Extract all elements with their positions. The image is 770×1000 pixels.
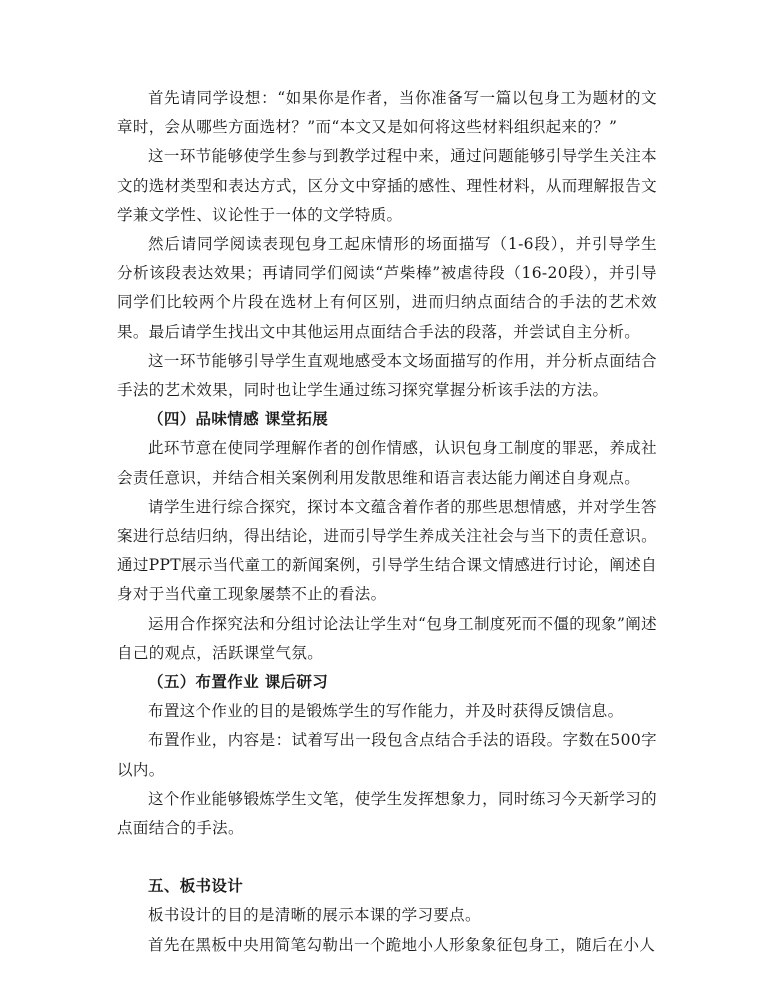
paragraph: 运用合作探究法和分组讨论法让学生对“包身工制度死而不僵的现象”阐述自己的观点，活跃课堂气氛。 bbox=[117, 614, 657, 662]
paragraph: 布置这个作业的目的是锻炼学生的写作能力，并及时获得反馈信息。 bbox=[148, 702, 624, 721]
document-body bbox=[117, 84, 657, 960]
section-heading: （四）品味情感 课堂拓展 bbox=[148, 410, 329, 429]
paragraph: 请学生进行综合探究，探讨本文蕴含着作者的那些思想情感，并对学生答案进行总结归纳，得出结论，进而引导学生养成关注社会与当下的责任意识。通过PPT展示当代童工的新闻案例，引导学生结合课文情感进行讨论，阐述自身对于当代童工现象屡禁不止的看法。 bbox=[117, 497, 657, 604]
paragraph: 这个作业能够锻炼学生文笔，使学生发挥想象力，同时练习今天新学习的点面结合的手法。 bbox=[117, 789, 657, 838]
section-heading: 五、板书设计 bbox=[148, 877, 244, 896]
section-heading: （五）布置作业 课后研习 bbox=[148, 673, 329, 692]
paragraph: 此环节意在使同学理解作者的创作情感，认识包身工制度的罪恶，养成社会责任意识，并结合相关案例利用发散思维和语言表达能力阐述自身观点。 bbox=[117, 439, 657, 487]
paragraph: 这一环节能够引导学生直观地感受本文场面描写的作用，并分析点面结合手法的艺术效果，同时也让学生通过练习探究掌握分析该手法的方法。 bbox=[117, 351, 657, 400]
paragraph: 然后请同学阅读表现包身工起床情形的场面描写（1-6段），并引导学生分析该段表达效果；再请同学们阅读“芦柴棒”被虐待段（16-20段），并引导同学们比较两个片段在选材上有何区别，进而归纳点面结合的手法的艺术效果。最后请学生找出文中其他运用点面结合手法的段落，并尝试自主分析。 bbox=[117, 235, 657, 341]
paragraph: 布置作业，内容是：试着写出一段包含点结合手法的语段。字数在500字以内。 bbox=[117, 731, 657, 779]
paragraph: 板书设计的目的是清晰的展示本课的学习要点。 bbox=[148, 906, 481, 925]
paragraph: 首先请同学设想：“如果你是作者，当你准备写一篇以包身工为题材的文章时，会从哪些方面选材？”而“本文又是如何将这些材料组织起来的？” bbox=[117, 89, 657, 137]
paragraph: 首先在黑板中央用简笔勾勒出一个跪地小人形象象征包身工，随后在小人 bbox=[148, 935, 656, 954]
paragraph: 这一环节能够使学生参与到教学过程中来，通过问题能够引导学生关注本文的选材类型和表达方式，区分文中穿插的感性、理性材料，从而理解报告文学兼文学性、议论性于一体的文学特质。 bbox=[117, 147, 657, 224]
blank-line bbox=[117, 843, 657, 872]
